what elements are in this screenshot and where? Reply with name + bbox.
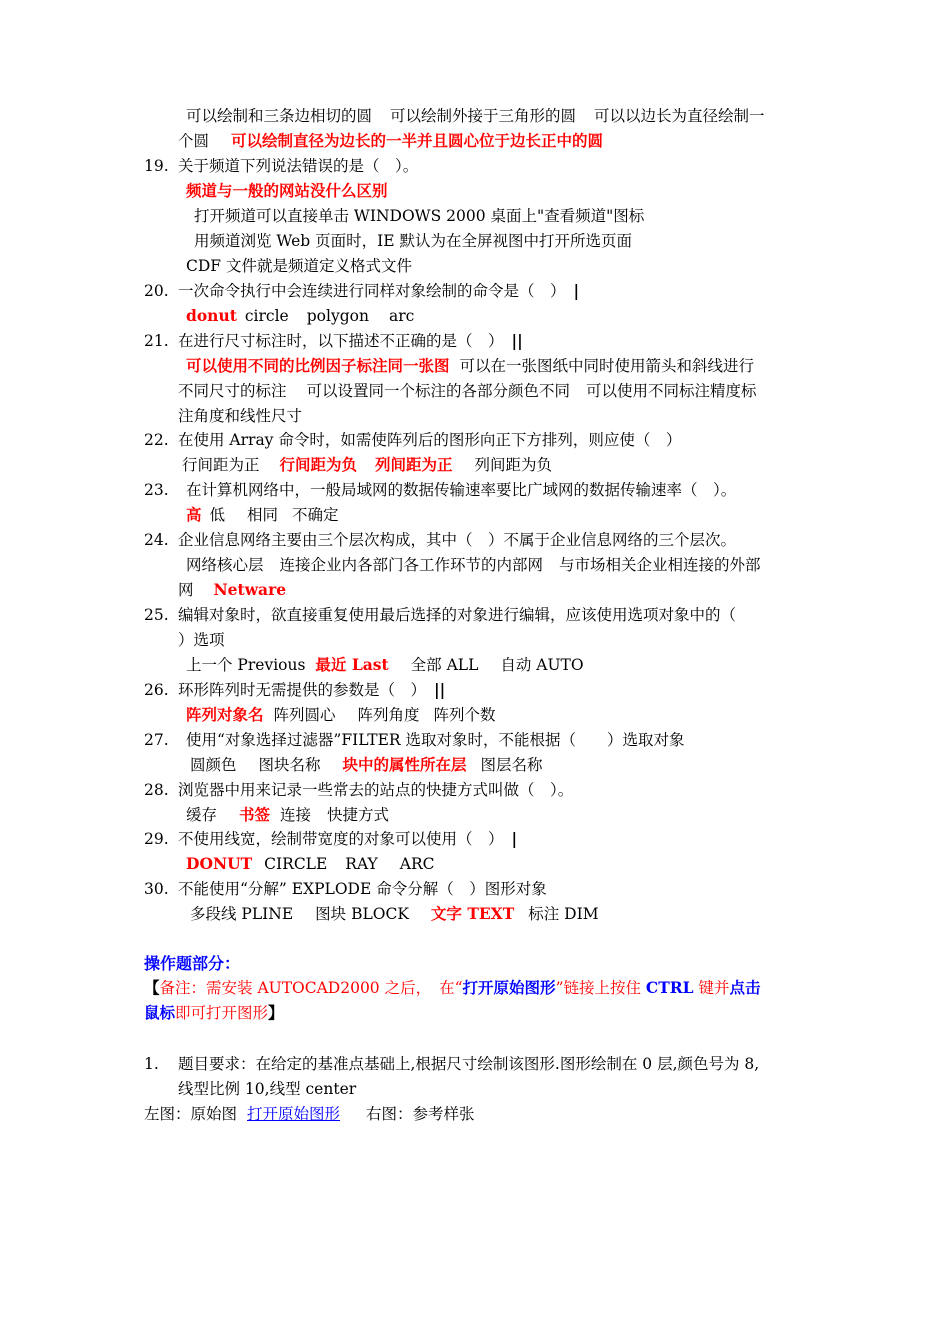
q20-question	[0, 281, 800, 301]
q23-options	[186, 505, 339, 525]
note-line2	[144, 1003, 284, 1023]
q27-options	[190, 755, 543, 775]
q26-question	[0, 680, 800, 700]
note-ctrl-key: CTRL	[645, 978, 694, 997]
section-heading: 操作题部分：	[144, 954, 241, 973]
q30-text: 不能使用“分解” EXPLODE 命令分解（ ）图形对象	[178, 880, 547, 898]
q22-answer-2: 列间距为正	[375, 455, 453, 474]
q26-option-b: 阵列圆心	[273, 706, 336, 724]
note-bracket-open: 【	[144, 978, 160, 997]
q30-option-d: 标注 DIM	[528, 905, 599, 923]
q26-option-c: 阵列角度	[357, 706, 420, 724]
q19-number: 19.	[144, 157, 169, 175]
q29-text: 不使用线宽，绘制带宽度的对象可以使用（ ）	[178, 830, 504, 848]
q21-options-line1	[186, 356, 754, 376]
q27-option-b: 图块名称	[258, 756, 321, 774]
q29-question	[0, 829, 800, 849]
q19-answer: 频道与一般的网站没什么区别	[186, 181, 388, 200]
q22-option-d: 列间距为负	[474, 456, 553, 474]
q22-number: 22.	[144, 431, 169, 449]
note-text-1: 备注：需安装 AUTOCAD2000 之后，	[159, 979, 432, 997]
q22-options	[182, 455, 552, 475]
q24-option-b: 连接企业内各部门各工作环节的内部网	[279, 556, 544, 574]
q23-number: 23.	[144, 481, 169, 499]
note-text-4: 键并	[693, 979, 730, 997]
note-link-name: 打开原始图形	[462, 978, 556, 997]
q27-option-d: 图层名称	[480, 756, 543, 774]
q26-text: 环形阵列时无需提供的参数是（ ）	[178, 681, 427, 699]
q19-option-b: 打开频道可以直接单击 WINDOWS 2000 桌面上"查看频道"图标	[194, 207, 645, 225]
q23-text: 在计算机网络中，一般局域网的数据传输速率要比广域网的数据传输速率（ ）。	[186, 481, 737, 499]
q23-option-c: 相同	[247, 506, 279, 524]
q20-option-b: circle	[244, 307, 289, 325]
note-text-5: 即可打开图形	[175, 1004, 269, 1022]
note-click: 点击	[729, 978, 761, 997]
q29-number: 29.	[144, 830, 169, 848]
q25-option-a: 上一个 Previous	[186, 656, 306, 674]
q21-options-line2	[178, 381, 757, 401]
q25-options	[186, 655, 584, 675]
q18-option-a: 可以绘制和三条边相切的圆	[186, 107, 373, 125]
open-original-drawing-link[interactable]: 打开原始图形	[247, 1105, 341, 1123]
q30-options	[190, 904, 599, 924]
q21-mark: ||	[511, 331, 523, 350]
q24-question	[0, 530, 800, 550]
q24-option-a: 网络核心层	[186, 556, 264, 574]
q20-mark: |	[573, 281, 580, 300]
q24-answer: Netware	[213, 580, 287, 599]
note-text-3: ”链接上按住	[555, 979, 646, 997]
q28-question	[0, 780, 800, 800]
q21-number: 21.	[144, 332, 169, 350]
q29-mark: |	[511, 829, 518, 848]
q22-option-a: 行间距为正	[182, 456, 260, 474]
q19-option-c: 用频道浏览 Web 页面时，IE 默认为在全屏视图中打开所选页面	[194, 232, 632, 250]
q26-mark: ||	[434, 680, 446, 699]
q24-options-line2	[178, 580, 286, 600]
q22-text: 在使用 Array 命令时，如需使阵列后的图形向正下方排列，则应使（ ）	[178, 431, 682, 449]
q21-option-b-cont: 不同尺寸的标注	[178, 382, 287, 400]
q28-option-c: 连接	[280, 806, 312, 824]
q28-number: 28.	[144, 781, 169, 799]
q27-answer: 块中的属性所在层	[342, 755, 467, 774]
left-figure-label: 左图：原始图	[144, 1105, 238, 1123]
q24-options-line1	[186, 555, 761, 575]
q24-number: 24.	[144, 531, 169, 549]
q29-option-b: CIRCLE	[264, 855, 328, 873]
q20-option-d: arc	[388, 307, 415, 325]
q18-answer: 可以绘制直径为边长的一半并且圆心位于边长正中的圆	[231, 131, 604, 150]
q28-option-a: 缓存	[186, 806, 218, 824]
q24-option-c: 与市场相关企业相连接的外部	[559, 556, 761, 574]
q21-text: 在进行尺寸标注时，以下描述不正确的是（ ）	[178, 332, 504, 350]
q18-options-line1	[186, 106, 765, 126]
q30-option-a: 多段线 PLINE	[190, 905, 294, 923]
right-figure-label: 右图：参考样张	[366, 1105, 475, 1123]
q26-answer: 阵列对象名	[186, 705, 264, 724]
q22-answer-1: 行间距为负	[279, 455, 358, 474]
op1-number: 1.	[144, 1055, 159, 1073]
q21-option-c: 可以设置同一个标注的各部分颜色不同	[306, 382, 571, 400]
q29-answer: DONUT	[186, 854, 253, 873]
q25-option-d: 自动 AUTO	[500, 656, 584, 674]
q30-question	[0, 879, 800, 899]
q27-number: 27.	[144, 731, 169, 749]
note-bracket-close: 】	[268, 1003, 284, 1022]
q20-answer: donut	[186, 306, 237, 325]
q30-option-b: 图块 BLOCK	[315, 905, 409, 923]
q20-number: 20.	[144, 282, 169, 300]
op1-text: 题目要求：在给定的基准点基础上,根据尺寸绘制该图形.图形绘制在 0 层,颜色号为 8,	[178, 1055, 760, 1073]
q20-option-c: polygon	[306, 307, 369, 325]
q26-number: 26.	[144, 681, 169, 699]
q27-question	[0, 730, 800, 750]
q18-options-line2	[178, 131, 603, 151]
q20-text: 一次命令执行中会连续进行同样对象绘制的命令是（ ）	[178, 282, 566, 300]
q30-answer: 文字 TEXT	[430, 904, 515, 923]
q18-option-c-cont: 个圆	[178, 132, 210, 150]
q25-number: 25.	[144, 606, 169, 624]
q23-option-d: 不确定	[292, 506, 339, 524]
q29-options	[186, 854, 435, 874]
q18-option-b: 可以绘制外接于三角形的圆	[390, 107, 577, 125]
q28-options	[186, 805, 389, 825]
q22-question	[0, 430, 800, 450]
q21-option-d: 可以使用不同标注精度标	[586, 382, 757, 400]
q24-text: 企业信息网络主要由三个层次构成，其中（ ）不属于企业信息网络的三个层次。	[178, 531, 737, 549]
q18-option-c: 可以以边长为直径绘制一	[594, 107, 765, 125]
q27-text: 使用“对象选择过滤器”FILTER 选取对象时，不能根据（ ）选取对象	[186, 731, 685, 749]
q19-option-d: CDF 文件就是频道定义格式文件	[186, 257, 412, 275]
q25-option-c: 全部 ALL	[410, 656, 479, 674]
q21-option-b: 可以在一张图纸中同时使用箭头和斜线进行	[459, 357, 755, 375]
q28-option-d: 快捷方式	[327, 806, 390, 824]
q25-text-cont: ）选项	[178, 631, 225, 649]
q26-option-d: 阵列个数	[433, 706, 496, 724]
q29-option-d: ARC	[399, 855, 435, 873]
q23-answer: 高	[186, 505, 202, 524]
q23-option-b: 低	[209, 506, 226, 524]
q27-option-a: 圆颜色	[190, 756, 237, 774]
note-line1	[144, 978, 761, 998]
q30-number: 30.	[144, 880, 169, 898]
q25-question	[0, 605, 800, 625]
q25-text: 编辑对象时，欲直接重复使用最后选择的对象进行编辑，应该使用选项对象中的（	[178, 606, 737, 624]
q21-option-d-cont: 注角度和线性尺寸	[178, 407, 303, 425]
q21-question	[0, 331, 800, 351]
q25-answer: 最近 Last	[315, 655, 389, 674]
note-text-2: 在“	[439, 979, 463, 997]
q19-text: 关于频道下列说法错误的是（ ）。	[178, 157, 419, 175]
q19-question	[0, 156, 800, 176]
q23-question	[0, 480, 800, 500]
q21-answer: 可以使用不同的比例因子标注同一张图	[186, 356, 450, 375]
q20-options	[186, 306, 414, 326]
op1-text-cont: 线型比例 10,线型 center	[178, 1080, 357, 1098]
q28-answer: 书签	[239, 805, 271, 824]
q28-text: 浏览器中用来记录一些常去的站点的快捷方式叫做（ ）。	[178, 781, 574, 799]
op1-requirement	[0, 1054, 820, 1074]
q29-option-c: RAY	[345, 855, 378, 873]
note-mouse: 鼠标	[144, 1003, 176, 1022]
q24-option-c-cont: 网	[178, 581, 194, 599]
q26-options	[186, 705, 496, 725]
figure-labels	[144, 1104, 475, 1124]
